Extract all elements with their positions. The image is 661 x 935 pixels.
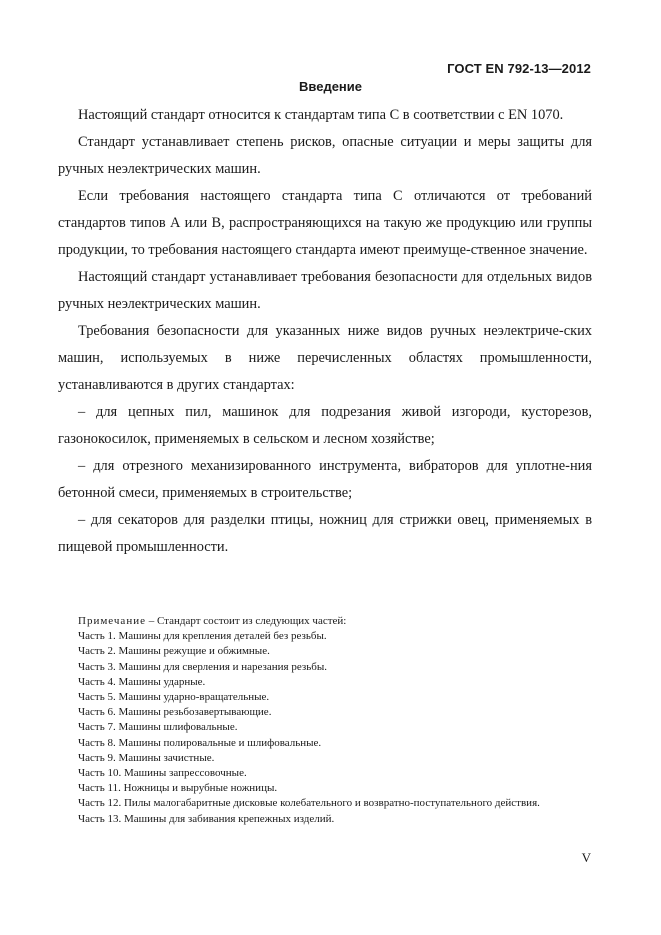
note-part: Часть 9. Машины зачистные.	[78, 751, 215, 764]
note-text: – Стандарт состоит из следующих частей:	[145, 615, 347, 627]
paragraph: Настоящий стандарт относится к стандартам типа С в соответствии с EN 1070.	[78, 107, 564, 123]
note-part: Часть 1. Машины для крепления деталей без резьбы.	[78, 630, 327, 643]
list-item: – для цепных пил, машинок для подрезания живой изгороди, кусторезов, газонокосилок, применяемых в сельском и лесном хозяйстве;	[58, 404, 592, 447]
note-part: Часть 5. Машины ударно-вращательные.	[78, 691, 270, 704]
note-part: Часть 2. Машины режущие и обжимные.	[78, 645, 270, 658]
note-part: Часть 3. Машины для сверления и нарезания резьбы.	[78, 660, 327, 673]
note-block	[58, 614, 592, 827]
note-heading	[58, 614, 592, 629]
note-part: Часть 10. Машины запрессовочные.	[78, 767, 247, 780]
section-title: Введение	[299, 79, 362, 94]
note-part: Часть 4. Машины ударные.	[78, 675, 206, 688]
note-part: Часть 12. Пилы малогабаритные дисковые колебательного и возвратно-поступательного действия.	[78, 797, 540, 810]
note-part: Часть 6. Машины резьбозавертывающие.	[78, 706, 272, 719]
paragraph: Если требования настоящего стандарта типа С отличаются от требований стандартов типов А или В, распространяющихся на такую же продукцию или группы продукции, то требования настоящего стандарта имеют преимуще-ственное значение.	[58, 188, 592, 258]
paragraph: Стандарт устанавливает степень рисков, опасные ситуации и меры защиты для ручных неэлектрических машин.	[58, 134, 592, 177]
list-item: – для отрезного механизированного инструмента, вибраторов для уплотне-ния бетонной смеси, применяемых в строительстве;	[58, 458, 592, 501]
body-text	[58, 102, 592, 561]
note-part: Часть 8. Машины полировальные и шлифовальные.	[78, 736, 322, 749]
document-code: ГОСТ EN 792-13—2012	[447, 61, 591, 76]
note-part: Часть 11. Ножницы и вырубные ножницы.	[78, 782, 278, 795]
paragraph: Требования безопасности для указанных ниже видов ручных неэлектриче-ских машин, используемых в ниже перечисленных областях промышленности, устанавливаются в других стандартах:	[58, 323, 592, 393]
page-number: V	[581, 850, 591, 865]
note-label: Примечание	[78, 615, 146, 627]
note-part: Часть 7. Машины шлифовальные.	[78, 721, 238, 734]
list-item: – для секаторов для разделки птицы, ножниц для стрижки овец, применяемых в пищевой промышленности.	[58, 512, 592, 555]
paragraph: Настоящий стандарт устанавливает требования безопасности для отдельных видов ручных неэлектрических машин.	[58, 269, 592, 312]
note-part: Часть 13. Машины для забивания крепежных изделий.	[78, 812, 335, 825]
